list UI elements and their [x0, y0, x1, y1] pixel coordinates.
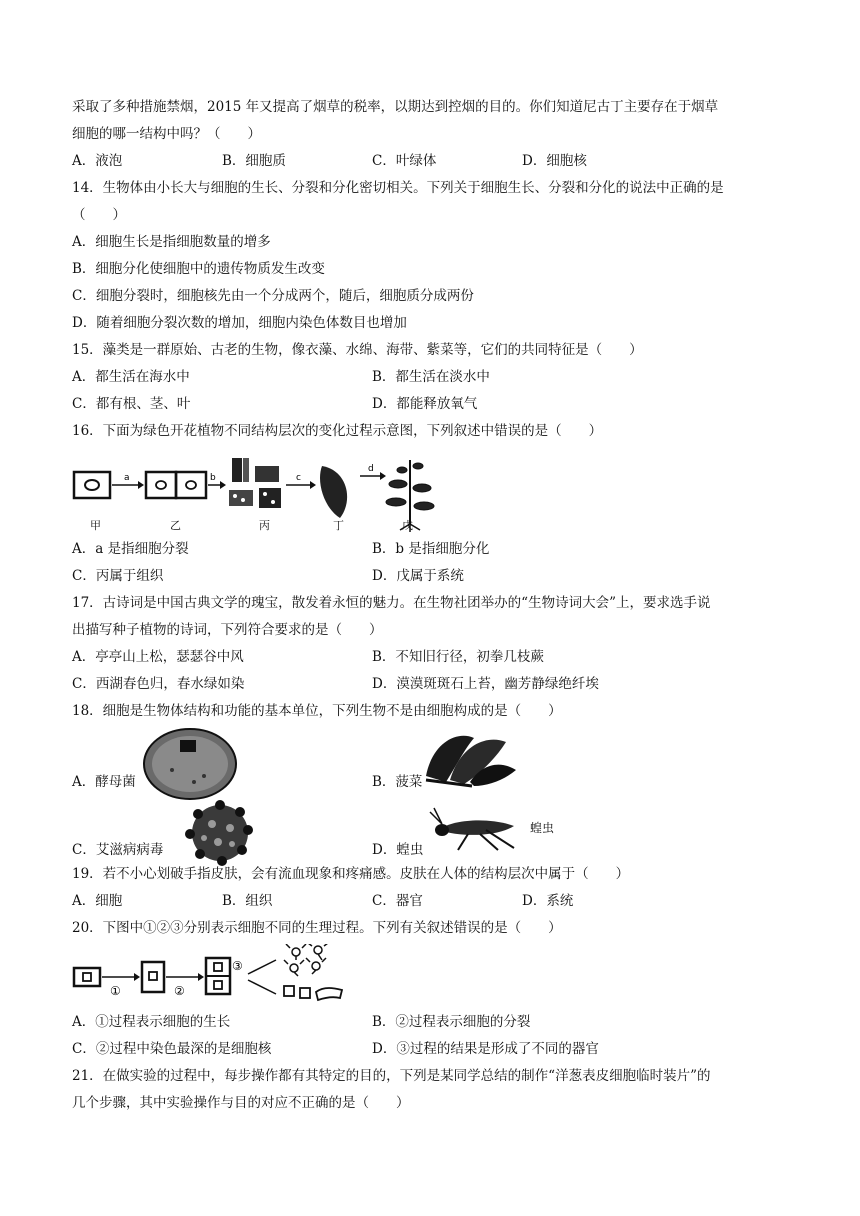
- q15-option-a: A．都生活在海水中: [72, 369, 190, 385]
- leaf-icon: [320, 466, 347, 518]
- q15-stem: 15．藻类是一群原始、古老的生物，像衣藻、水绵、海带、紫菜等，它们的共同特征是（ ）: [72, 342, 643, 358]
- q13-option-a: A．液泡: [72, 153, 123, 169]
- muscle-cells-icon: [284, 986, 342, 1000]
- q18-option-d: D．蝗虫: [372, 842, 424, 858]
- q17-stem-line1: 17．古诗词是中国古典文学的瑰宝，散发着永恒的魅力。在生物社团举办的“生物诗词大会”上，要求选手说: [72, 595, 711, 611]
- q13-option-d: D．细胞核: [522, 153, 587, 169]
- locust-image: [428, 806, 522, 852]
- q13-stem-line1: 采取了多种措施禁烟，2015 年又提高了烟草的税率，以期达到控烟的目的。你们知道尼古丁主要存在于烟草: [72, 99, 719, 115]
- q16-option-b: B．b 是指细胞分化: [372, 541, 490, 557]
- q14-stem-line2: （ ）: [72, 207, 126, 223]
- q13-option-c: C．叶绿体: [372, 153, 437, 169]
- arrow-label-a: a: [124, 473, 130, 483]
- q17-option-b: B．不知旧行径，初拳几枝蕨: [372, 649, 544, 665]
- cell-process-figure: [72, 944, 352, 1010]
- q19-option-b: B．组织: [222, 893, 273, 909]
- q15-option-d: D．都能释放氧气: [372, 396, 478, 412]
- hiv-virus-image: [172, 800, 268, 866]
- q13-option-b: B．细胞质: [222, 153, 286, 169]
- q18-option-c: C．艾滋病病毒: [72, 842, 164, 858]
- single-cell-icon: [74, 472, 110, 498]
- q18-option-a: A．酵母菌: [72, 774, 136, 790]
- step-label-1: ①: [110, 984, 121, 998]
- plant-levels-figure: [72, 452, 442, 532]
- q17-stem-line2: 出描写种子植物的诗词，下列符合要求的是（ ）: [72, 622, 383, 638]
- arrow-label-c: c: [296, 473, 301, 483]
- q17-option-d: D．漠漠斑斑石上苔，幽芳静绿绝纤埃: [372, 676, 599, 692]
- spinach-image: [420, 724, 520, 788]
- q20-option-a: A．①过程表示细胞的生长: [72, 1014, 231, 1030]
- q17-option-c: C．西湖春色归，春水绿如染: [72, 676, 245, 692]
- q19-stem: 19．若不小心划破手指皮肤，会有流血现象和疼痛感。皮肤在人体的结构层次中属于（ ）: [72, 866, 630, 882]
- locust-label: 蝗虫: [530, 821, 555, 835]
- step-label-3: ③: [232, 959, 243, 973]
- q20-option-c: C．②过程中染色最深的是细胞核: [72, 1041, 272, 1057]
- q14-option-a: A．细胞生长是指细胞数量的增多: [72, 234, 271, 250]
- figure-label-wu: 戊: [402, 519, 413, 532]
- q19-option-a: A．细胞: [72, 893, 123, 909]
- q20-option-d: D．③过程的结果是形成了不同的器官: [372, 1041, 599, 1057]
- q14-option-c: C．细胞分裂时，细胞核先由一个分成两个，随后，细胞质分成两份: [72, 288, 474, 304]
- yeast-image: [142, 726, 238, 802]
- q20-stem: 20．下图中①②③分别表示细胞不同的生理过程。下列有关叙述错误的是（ ）: [72, 920, 562, 936]
- q16-option-d: D．戊属于系统: [372, 568, 464, 584]
- figure-label-bing: 丙: [259, 519, 270, 532]
- q18-stem: 18．细胞是生物体结构和功能的基本单位，下列生物不是由细胞构成的是（ ）: [72, 703, 562, 719]
- q18-option-b: B．菠菜: [372, 774, 423, 790]
- q19-option-c: C．器官: [372, 893, 423, 909]
- q16-option-c: C．丙属于组织: [72, 568, 164, 584]
- q14-stem-line1: 14．生物体由小长大与细胞的生长、分裂和分化密切相关。下列关于细胞生长、分裂和分化的说法中正确的是: [72, 180, 724, 196]
- q17-option-a: A．亭亭山上松，瑟瑟谷中风: [72, 649, 244, 665]
- q13-stem-line2: 细胞的哪一结构中吗？（ ）: [72, 126, 261, 142]
- arrow-label-d: d: [368, 464, 374, 474]
- figure-label-ding: 丁: [333, 519, 344, 532]
- q14-option-d: D．随着细胞分裂次数的增加，细胞内染色体数目也增加: [72, 315, 407, 331]
- q16-stem: 16．下面为绿色开花植物不同结构层次的变化过程示意图，下列叙述中错误的是（ ）: [72, 423, 603, 439]
- tissues-icon: [229, 458, 281, 508]
- two-cells-icon: [146, 472, 206, 498]
- figure-label-yi: 乙: [170, 519, 181, 532]
- arrow-label-b: b: [210, 473, 216, 483]
- q21-stem-line2: 几个步骤，其中实验操作与目的对应不正确的是（ ）: [72, 1095, 410, 1111]
- q16-option-a: A．a 是指细胞分裂: [72, 541, 189, 557]
- q15-option-c: C．都有根、茎、叶: [72, 396, 191, 412]
- q20-option-b: B．②过程表示细胞的分裂: [372, 1014, 531, 1030]
- q19-option-d: D．系统: [522, 893, 574, 909]
- step-label-2: ②: [174, 984, 185, 998]
- nerve-cells-icon: [284, 944, 328, 976]
- q14-option-b: B．细胞分化使细胞中的遗传物质发生改变: [72, 261, 325, 277]
- q15-option-b: B．都生活在淡水中: [372, 369, 490, 385]
- figure-label-jia: 甲: [90, 519, 101, 532]
- q21-stem-line1: 21．在做实验的过程中，每步操作都有其特定的目的，下列是某同学总结的制作“洋葱表皮细胞临时装片”的: [72, 1068, 711, 1084]
